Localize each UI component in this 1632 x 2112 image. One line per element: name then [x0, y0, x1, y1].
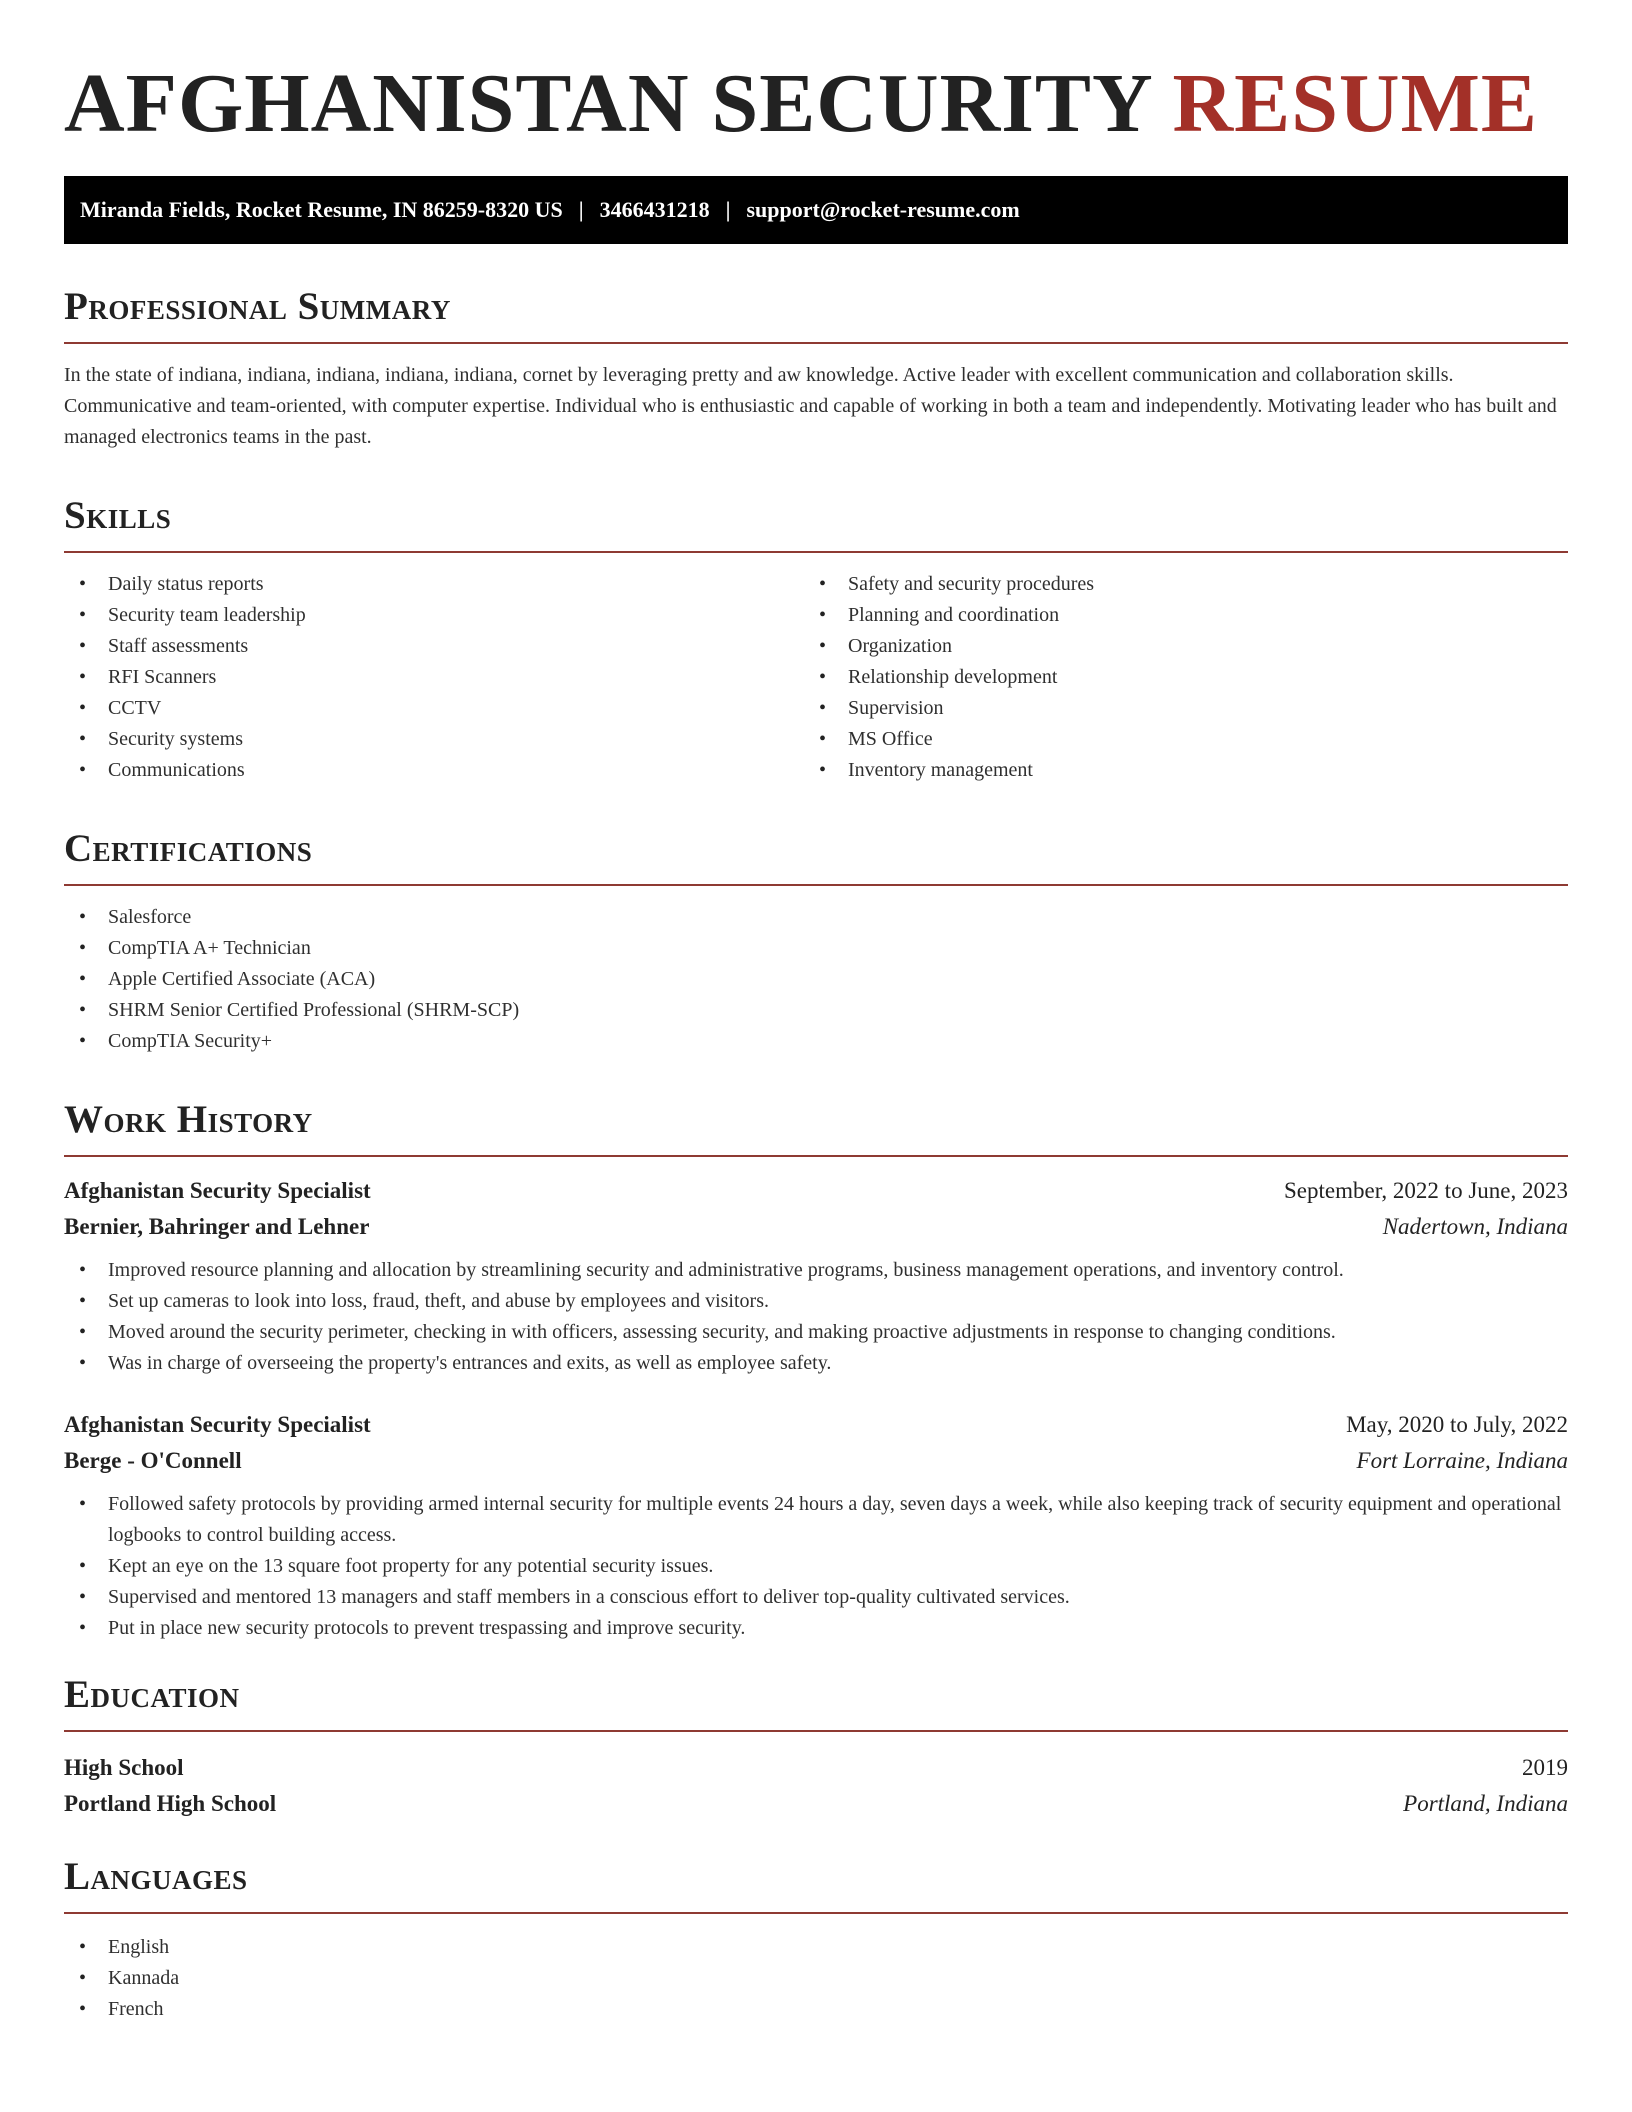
job-bullet: • Put in place new security protocols to prevent trespassing and improve security.	[64, 1613, 1568, 1644]
skill-item: • Staff assessments	[64, 631, 804, 662]
skill-item: • Daily status reports	[64, 569, 804, 600]
skills-list-right	[804, 569, 1544, 786]
contact-bar	[64, 176, 1568, 244]
job-bullet: • Followed safety protocols by providing armed internal security for multiple events 24 hours a day, seven days a week, while also keeping track of security equipment and operational logbooks to control building access.	[64, 1489, 1568, 1551]
education-school: Portland High School	[64, 1791, 277, 1816]
job-dates: September, 2022 to June, 2023	[1284, 1178, 1568, 1203]
skill-item: • Planning and coordination	[804, 600, 1544, 631]
job-position: Afghanistan Security Specialist	[64, 1412, 371, 1437]
section-title: Education	[64, 1672, 1568, 1732]
skills-list-left	[64, 569, 804, 786]
job-dates: May, 2020 to July, 2022	[1346, 1412, 1568, 1437]
skill-item: • CCTV	[64, 693, 804, 724]
skill-item: • Communications	[64, 755, 804, 786]
contact-email: support@rocket-resume.com	[746, 197, 1020, 222]
languages-list	[64, 1932, 1568, 2025]
languages-section	[64, 1854, 1568, 2025]
section-title: Skills	[64, 493, 1568, 553]
skills-section	[64, 493, 1568, 786]
summary-text: In the state of indiana, indiana, indiana, indiana, indiana, cornet by leveraging pretty and aw knowledge. Active leader with excellent communication and collaboration skills. Communicative and team-oriented, with computer expertise. Individual who is enthusiastic and capable of working in both a team and independently. Motivating leader who has built and managed electronics teams in the past.	[64, 364, 1557, 448]
title-main: AFGHANISTAN SECURITY	[64, 57, 1151, 150]
language-item: • English	[64, 1932, 1568, 1963]
skill-item: • Supervision	[804, 693, 1544, 724]
skill-item: • RFI Scanners	[64, 662, 804, 693]
job-location: Nadertown, Indiana	[1382, 1214, 1568, 1239]
skill-item: • Inventory management	[804, 755, 1544, 786]
job-bullets	[64, 1489, 1568, 1644]
job-bullet: • Kept an eye on the 13 square foot property for any potential security issues.	[64, 1551, 1568, 1582]
certification-item: • CompTIA Security+	[64, 1026, 1568, 1057]
section-title: Certifications	[64, 826, 1568, 886]
job-bullet: • Moved around the security perimeter, checking in with officers, assessing security, and making proactive adjustments in response to changing conditions.	[64, 1317, 1568, 1348]
contact-separator: |	[725, 197, 731, 222]
job-bullet: • Set up cameras to look into loss, fraud, theft, and abuse by employees and visitors.	[64, 1286, 1568, 1317]
title-accent: RESUME	[1172, 57, 1538, 150]
skill-item: • Relationship development	[804, 662, 1544, 693]
job-bullet: • Improved resource planning and allocation by streamlining security and administrative programs, business management operations, and inventory control.	[64, 1255, 1568, 1286]
education-section	[64, 1672, 1568, 1822]
contact-address: Miranda Fields, Rocket Resume, IN 86259-8320 US	[80, 197, 563, 222]
job-company: Bernier, Bahringer and Lehner	[64, 1214, 370, 1239]
section-title: Work History	[64, 1097, 1568, 1157]
certification-item: • Salesforce	[64, 902, 1568, 933]
education-degree: High School	[64, 1755, 184, 1780]
certification-item: • CompTIA A+ Technician	[64, 933, 1568, 964]
certifications-section	[64, 826, 1568, 1057]
certification-item: • Apple Certified Associate (ACA)	[64, 964, 1568, 995]
certifications-list	[64, 902, 1568, 1057]
section-title: Languages	[64, 1854, 1568, 1914]
section-title: Professional Summary	[64, 284, 1568, 344]
resume-page	[64, 0, 1568, 2025]
language-item: • Kannada	[64, 1963, 1568, 1994]
job-entry	[64, 1407, 1568, 1644]
certification-item: • SHRM Senior Certified Professional (SHRM-SCP)	[64, 995, 1568, 1026]
contact-phone: 3466431218	[599, 197, 710, 222]
professional-summary-section	[64, 284, 1568, 453]
skill-item: • Organization	[804, 631, 1544, 662]
work-history-section	[64, 1097, 1568, 1644]
job-bullet: • Supervised and mentored 13 managers and staff members in a conscious effort to deliver top-quality cultivated services.	[64, 1582, 1568, 1613]
job-position: Afghanistan Security Specialist	[64, 1178, 371, 1203]
resume-title	[64, 58, 1568, 150]
skill-item: • MS Office	[804, 724, 1544, 755]
skill-item: • Safety and security procedures	[804, 569, 1544, 600]
job-bullets	[64, 1255, 1568, 1379]
skill-item: • Security systems	[64, 724, 804, 755]
job-entry	[64, 1173, 1568, 1379]
education-year: 2019	[1522, 1755, 1568, 1780]
job-company: Berge - O'Connell	[64, 1448, 242, 1473]
skill-item: • Security team leadership	[64, 600, 804, 631]
contact-separator: |	[578, 197, 584, 222]
language-item: • French	[64, 1994, 1568, 2025]
job-bullet: • Was in charge of overseeing the property's entrances and exits, as well as employee safety.	[64, 1348, 1568, 1379]
job-location: Fort Lorraine, Indiana	[1356, 1448, 1568, 1473]
education-location: Portland, Indiana	[1403, 1791, 1568, 1816]
